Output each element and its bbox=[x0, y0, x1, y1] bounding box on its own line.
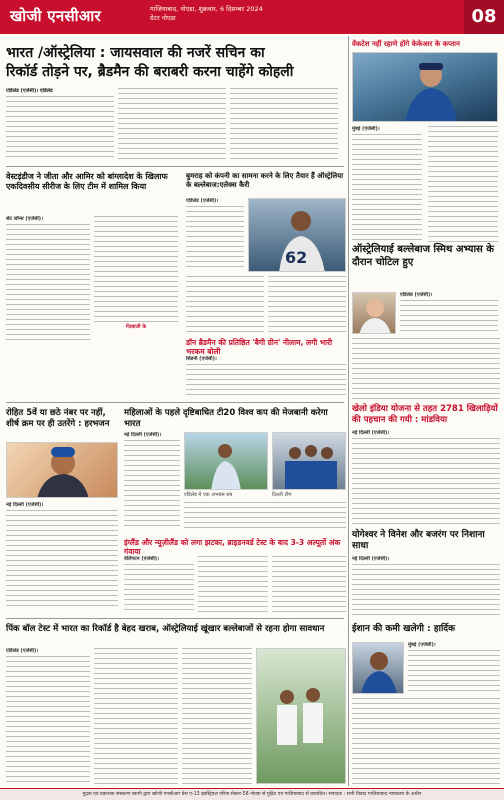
hardik-photo bbox=[352, 642, 404, 694]
top-right-headline: वेंकटेश नहीं रहाणे होंगे केकेआर के कप्तान bbox=[352, 40, 460, 48]
rohit-dateline: नई दिल्ली (एजेंसी)। bbox=[6, 502, 44, 508]
ishan-text-a bbox=[408, 650, 500, 692]
bumrah-col1 bbox=[186, 198, 244, 272]
main-story-col1 bbox=[6, 88, 114, 162]
wi-text2 bbox=[94, 216, 178, 324]
bumrah-text3 bbox=[268, 276, 346, 334]
harbhajan-figure bbox=[7, 443, 118, 498]
pinkball-headline: पिंक बॉल टेस्ट में भारत का रिकॉर्ड है बेहद खराब, ऑस्ट्रेलियाई खूंखार बल्लेबाजों से रहना होगा सावधान bbox=[6, 624, 325, 634]
svg-text:62: 62 bbox=[285, 248, 308, 267]
bradman-dateline: सिडनी (एजेंसी)। bbox=[186, 356, 217, 362]
england-headline: इंग्लैंड और न्यूज़ीलैंड को लगा झटका, ब्राइडनवर्ड टेस्ट के बाद 3-3 अल्पूर्तो अंक गंवाया bbox=[124, 538, 341, 557]
england-text2 bbox=[198, 556, 268, 614]
pinkball-figure bbox=[257, 649, 346, 784]
top-right-dateline: मुंबई (एजेंसी)। bbox=[352, 126, 380, 132]
pinkball-col2 bbox=[94, 648, 178, 784]
pinkball-text2 bbox=[94, 648, 178, 784]
ishan-dateline: मुंबई (एजेंसी)। bbox=[408, 642, 436, 648]
main-story-text2 bbox=[118, 88, 226, 160]
ishan-col-a bbox=[408, 642, 500, 694]
practice-figure bbox=[185, 433, 268, 490]
main-story-dateline: एडिलेड (एजेंसी)। एडिलेड bbox=[6, 88, 53, 94]
bumrah-col3 bbox=[268, 276, 346, 334]
womens-dateline: नई दिल्ली (एजेंसी)। bbox=[124, 432, 162, 438]
england-dateline: वेलिंगटन (एजेंसी)। bbox=[124, 556, 159, 562]
australia-text-b bbox=[352, 338, 500, 400]
yogeshwar-dateline: नई दिल्ली (एजेंसी)। bbox=[352, 556, 390, 562]
top-right-col2 bbox=[428, 126, 498, 246]
pinkball-text3 bbox=[182, 648, 252, 784]
england-text bbox=[124, 564, 194, 612]
womens-caption-2: दिल्ली टीम bbox=[272, 492, 292, 498]
england-col2 bbox=[198, 556, 268, 614]
rohit-text bbox=[6, 510, 118, 610]
wi-headline: वेस्टइंडीज ने जीता और आमिर को बांग्लादेश के खिलाफ एकदिवसीय सीरीज के लिए टीम में शामिल किया bbox=[6, 172, 168, 191]
pinkball-photo bbox=[256, 648, 346, 784]
main-story-col3 bbox=[230, 88, 338, 162]
pinkball-text bbox=[6, 656, 90, 782]
yogeshwar-text-block bbox=[352, 556, 500, 620]
masthead bbox=[0, 0, 504, 34]
ishan-col-b bbox=[352, 698, 500, 784]
top-right-text bbox=[352, 134, 422, 244]
top-right-text2 bbox=[428, 126, 498, 244]
main-headline-line2: रिकॉर्ड तोड़ने पर, ब्रैडमैन की बराबरी करना चाहेंगे कोहली bbox=[6, 64, 294, 80]
england-text3 bbox=[272, 556, 346, 614]
australia-headline: ऑस्ट्रेलियाई बल्लेबाज स्मिथ अभ्यास के दौरान चोटिल हुए bbox=[352, 244, 494, 268]
wi-col1 bbox=[6, 216, 90, 344]
womens-caption-1: एडिलेड में एक अभ्यास सत्र bbox=[184, 492, 233, 498]
harbhajan-photo bbox=[6, 442, 118, 498]
bumrah-col2 bbox=[186, 276, 264, 334]
ishan-text-b bbox=[352, 698, 500, 784]
bumrah-figure bbox=[249, 199, 346, 272]
masthead-edition: ग्रेटर नोएडा bbox=[150, 14, 176, 22]
pinkball-dateline: एडिलेड (एजेंसी)। bbox=[6, 648, 39, 654]
womens-photo-2 bbox=[272, 432, 346, 490]
bumrah-text2 bbox=[186, 276, 264, 334]
australia-col-b bbox=[352, 338, 500, 400]
england-col3 bbox=[272, 556, 346, 614]
pinkball-col1 bbox=[6, 648, 90, 784]
wi-col2 bbox=[94, 216, 178, 344]
womens-col1 bbox=[124, 432, 180, 532]
auction-text-block bbox=[352, 430, 500, 526]
team-figure bbox=[273, 433, 346, 490]
ishan-headline: ईशान की कमी खलेगी : हार्दिक bbox=[352, 624, 455, 634]
masthead-date: गाजियाबाद, नोएडा, शुक्रवार, 6 दिसम्बर 2024 bbox=[150, 5, 263, 13]
rule-2 bbox=[6, 402, 344, 403]
footer-imprint: मुद्रक एवं प्रकाशक संस्करण स्वामी द्वारा खोजी एनसीआर प्रेस ए-13 इंडस्ट्रियल एरिया सेक्टर-58 नोएडा से मुद्रित एवं गाजियाबाद से प्रकाशित। संपादक : सभी विवाद गाजियाबाद न्यायालय के अधीन bbox=[0, 788, 504, 800]
auction-headline: खेलो इंडिया योजना से तहत 2781 खिलाड़ियों की पहचान की गयी : मांडविया bbox=[352, 404, 498, 425]
top-right-col1 bbox=[352, 126, 422, 246]
yogeshwar-text bbox=[352, 564, 500, 618]
australia-col-a bbox=[400, 292, 498, 336]
wi-text bbox=[6, 224, 90, 342]
smith-figure bbox=[353, 293, 396, 334]
masthead-meta bbox=[150, 5, 263, 23]
womens-text2 bbox=[184, 502, 346, 532]
auction-text bbox=[352, 438, 500, 524]
wi-subhead: गेंदबाजी के bbox=[125, 324, 147, 330]
rohit-headline: रोहित 5वें या छठे नंबर पर नहीं, शीर्ष क्रम पर ही उतरेंगे : हरभजन bbox=[6, 408, 110, 429]
rule-1 bbox=[6, 166, 344, 167]
rohit-text-block bbox=[6, 502, 118, 612]
pinkball-col3 bbox=[182, 648, 252, 784]
womens-text bbox=[124, 440, 180, 530]
bumrah-dateline: एडिलेड (एजेंसी)। bbox=[186, 198, 219, 204]
bradman-headline: डॉन ब्रैडमैन की प्रतिष्ठित 'बैगी ग्रीन' नीलाम, लगी भारी भरकम बोली bbox=[186, 338, 333, 357]
main-headline-line1: भारत /ऑस्ट्रेलिया : जायसवाल की नजरें सचिन का bbox=[6, 45, 265, 61]
australia-text-a bbox=[400, 300, 498, 334]
column-rule bbox=[348, 36, 349, 786]
main-story-col2 bbox=[118, 88, 226, 162]
womens-photo-1 bbox=[184, 432, 268, 490]
bumrah-text bbox=[186, 206, 244, 270]
cricketer-figure bbox=[353, 53, 498, 122]
bumrah-photo bbox=[248, 198, 346, 272]
bradman-text bbox=[186, 364, 346, 396]
main-headline bbox=[6, 44, 346, 82]
england-col1 bbox=[124, 556, 194, 614]
hardik-figure bbox=[353, 643, 404, 694]
bumrah-headline: बुमराह को कंपनी का सामना करने के लिए तैयार हैं ऑस्ट्रेलिया के बल्लेबाज:एलेक्स कैरी bbox=[186, 172, 344, 189]
bradman-text-block bbox=[186, 356, 346, 396]
australia-dateline: एडिलेड (एजेंसी)। bbox=[400, 292, 433, 298]
main-story-text3 bbox=[230, 88, 338, 160]
womens-headline: महिलाओं के पहले दृष्टिबाधित टी20 विश्व कप की मेजबानी करेगा भारत bbox=[124, 408, 328, 429]
brand-name: खोजी एनसीआर bbox=[10, 7, 101, 25]
auction-dateline: नई दिल्ली (एजेंसी)। bbox=[352, 430, 390, 436]
cricketer-photo bbox=[352, 52, 498, 122]
main-story-text bbox=[6, 96, 114, 160]
rule-3 bbox=[6, 618, 344, 619]
wi-dateline: सेंट जॉन्स (एजेंसी)। bbox=[6, 216, 43, 222]
page-number: 08 bbox=[464, 0, 504, 34]
womens-col2 bbox=[184, 502, 346, 532]
smith-photo bbox=[352, 292, 396, 334]
yogeshwar-headline: योगेश्वर ने विनेश और बजरंग पर निशाना साधा bbox=[352, 530, 485, 552]
